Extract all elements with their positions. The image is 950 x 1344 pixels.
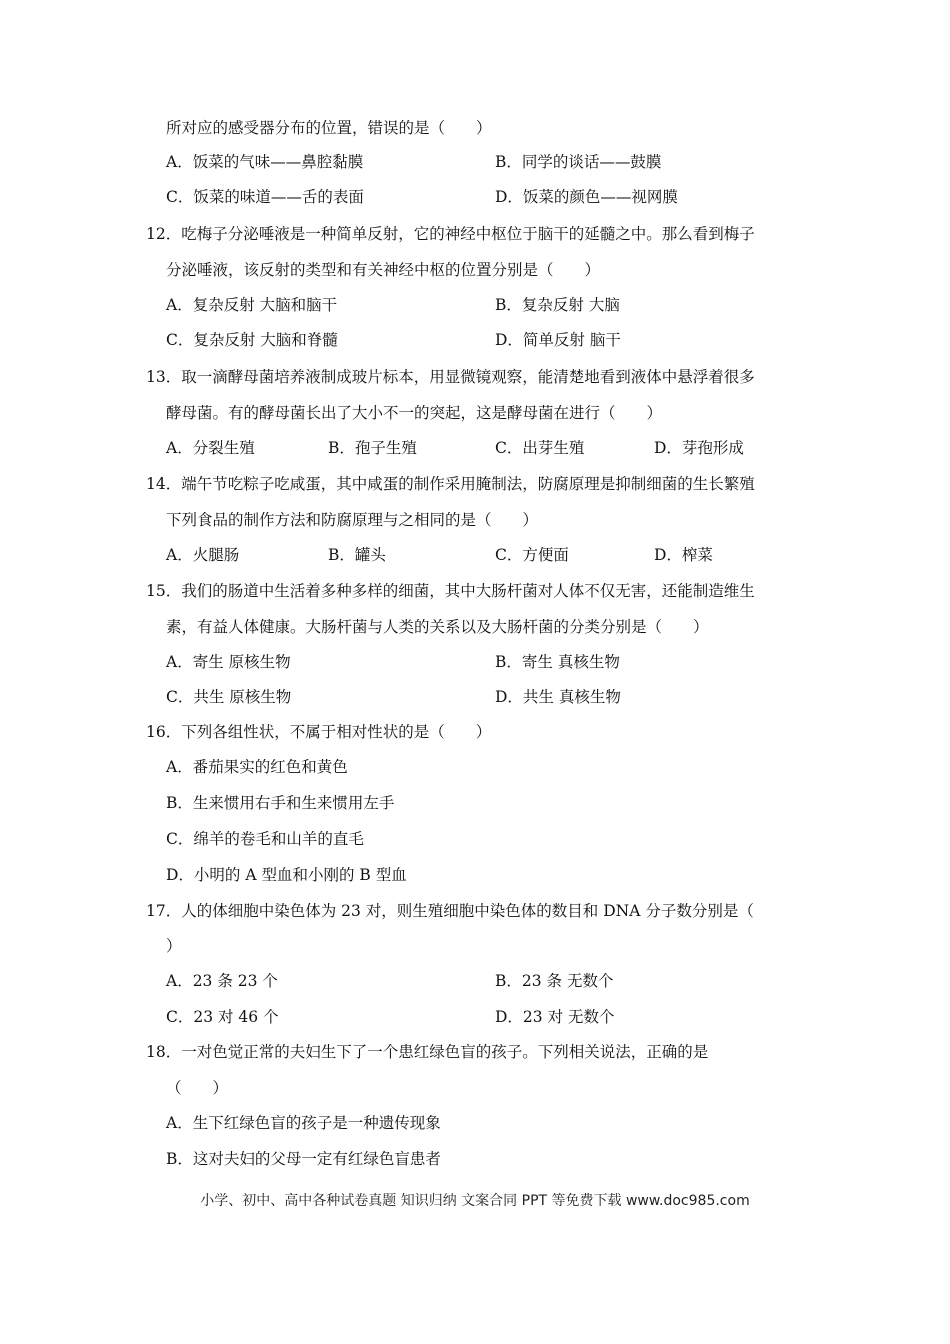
q15-option-d: D．共生 真核生物: [495, 688, 621, 706]
question-15-stem: 15．我们的肠道中生活着多种多样的细菌，其中大肠杆菌对人体不仅无害，还能制造维生: [146, 582, 755, 600]
question-11-stem: 所对应的感受器分布的位置，错误的是（ ）: [166, 119, 492, 137]
q13-option-a: A．分裂生殖: [166, 439, 255, 457]
q15-option-c: C．共生 原核生物: [166, 688, 292, 706]
q12-option-a: A．复杂反射 大脑和脑干: [166, 296, 338, 314]
q14-option-c: C．方便面: [495, 546, 569, 564]
question-17-stem-cont: ）: [166, 937, 182, 955]
question-12-stem: 12．吃梅子分泌唾液是一种简单反射，它的神经中枢位于脑干的延髓之中。那么看到梅子: [146, 225, 755, 243]
q14-option-d: D．榨菜: [654, 546, 713, 564]
question-18-stem: 18．一对色觉正常的夫妇生下了一个患红绿色盲的孩子。下列相关说法，正确的是: [146, 1043, 709, 1061]
q18-option-a: A．生下红绿色盲的孩子是一种遗传现象: [166, 1114, 441, 1132]
page-footer: 小学、初中、高中各种试卷真题 知识归纳 文案合同 PPT 等免费下载 www.doc985.com: [200, 1193, 750, 1209]
question-13-stem-cont: 酵母菌。有的酵母菌长出了大小不一的突起，这是酵母菌在进行（ ）: [166, 404, 663, 422]
question-16-stem: 16．下列各组性状，不属于相对性状的是（ ）: [146, 723, 492, 741]
q17-option-d: D．23 对 无数个: [495, 1008, 615, 1026]
q17-option-c: C．23 对 46 个: [166, 1008, 279, 1026]
question-13-stem: 13．取一滴酵母菌培养液制成玻片标本，用显微镜观察，能清楚地看到液体中悬浮着很多: [146, 368, 755, 386]
question-14-stem-cont: 下列食品的制作方法和防腐原理与之相同的是（ ）: [166, 511, 539, 529]
q15-option-a: A．寄生 原核生物: [166, 653, 291, 671]
q12-option-c: C．复杂反射 大脑和脊髓: [166, 331, 338, 349]
question-18-stem-cont: （ ）: [166, 1079, 229, 1097]
question-17-stem: 17．人的体细胞中染色体为 23 对，则生殖细胞中染色体的数目和 DNA 分子数分别是（: [146, 902, 754, 920]
q13-option-c: C．出芽生殖: [495, 439, 585, 457]
q13-option-d: D．芽孢形成: [654, 439, 744, 457]
q17-option-a: A．23 条 23 个: [166, 972, 278, 990]
q11-option-c: C．饭菜的味道——舌的表面: [166, 188, 364, 206]
q11-option-d: D．饭菜的颜色——视网膜: [495, 188, 678, 206]
q13-option-b: B．孢子生殖: [328, 439, 417, 457]
q16-option-c: C．绵羊的卷毛和山羊的直毛: [166, 830, 364, 848]
question-15-stem-cont: 素，有益人体健康。大肠杆菌与人类的关系以及大肠杆菌的分类分别是（ ）: [166, 618, 709, 636]
q11-option-a: A．饭菜的气味——鼻腔黏膜: [166, 153, 364, 171]
q16-option-d: D．小明的 A 型血和小刚的 B 型血: [166, 866, 407, 884]
q18-option-b: B．这对夫妇的父母一定有红绿色盲患者: [166, 1150, 441, 1168]
question-12-stem-cont: 分泌唾液，该反射的类型和有关神经中枢的位置分别是（ ）: [166, 261, 601, 279]
q12-option-d: D．简单反射 脑干: [495, 331, 621, 349]
q14-option-a: A．火腿肠: [166, 546, 240, 564]
q12-option-b: B．复杂反射 大脑: [495, 296, 620, 314]
q16-option-b: B．生来惯用右手和生来惯用左手: [166, 794, 395, 812]
q11-option-b: B．同学的谈话——鼓膜: [495, 153, 662, 171]
q15-option-b: B．寄生 真核生物: [495, 653, 620, 671]
q14-option-b: B．罐头: [328, 546, 386, 564]
q17-option-b: B．23 条 无数个: [495, 972, 614, 990]
question-14-stem: 14．端午节吃粽子吃咸蛋，其中咸蛋的制作采用腌制法，防腐原理是抑制细菌的生长繁殖: [146, 475, 755, 493]
q16-option-a: A．番茄果实的红色和黄色: [166, 758, 348, 776]
